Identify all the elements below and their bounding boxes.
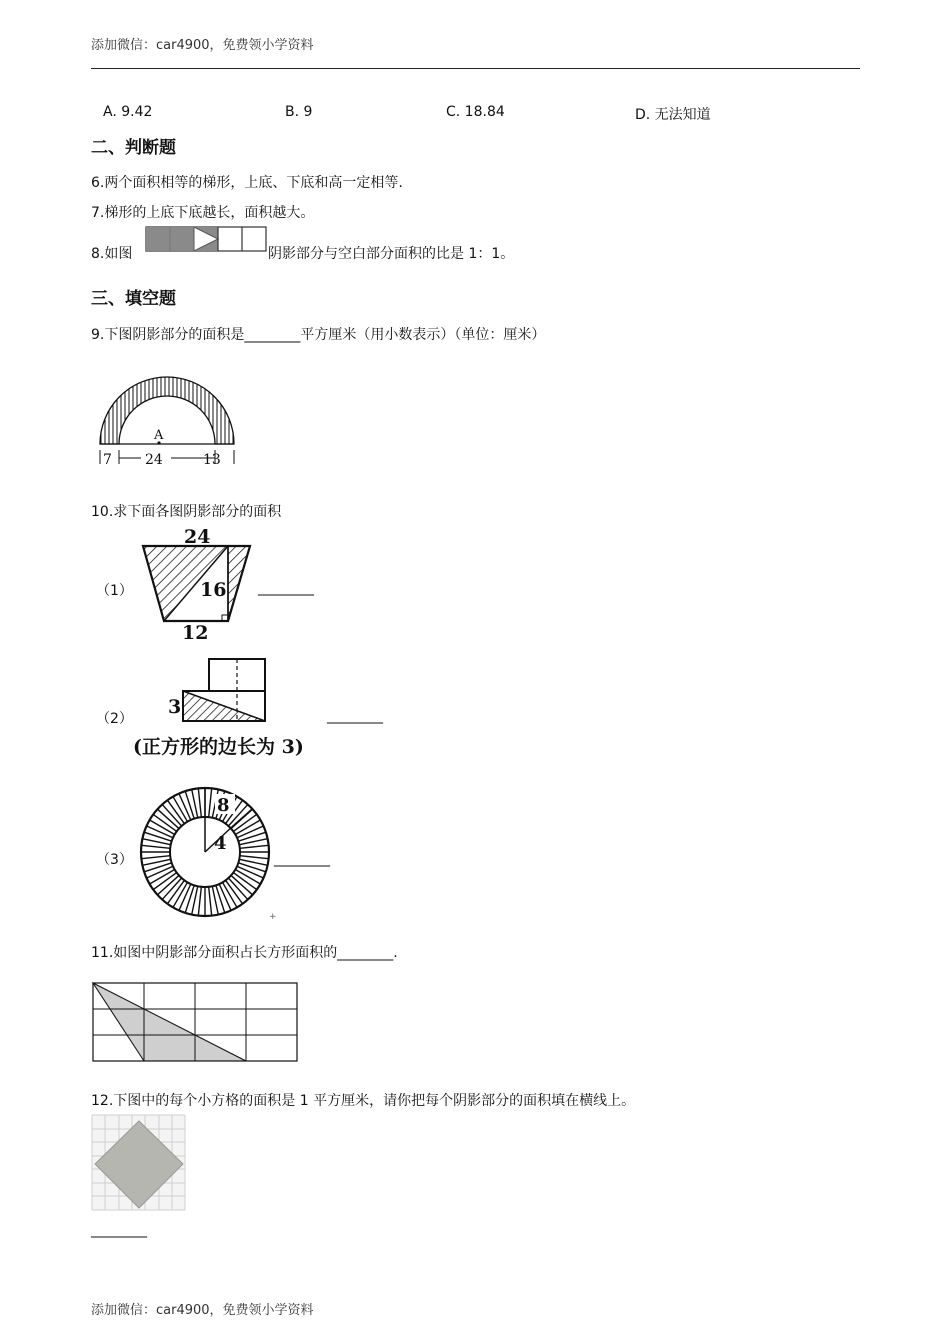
q10-1-top-label: 24 <box>184 526 211 548</box>
ring-ray <box>198 788 201 817</box>
question-10: 10.求下面各图阴影部分的面积 <box>91 504 282 520</box>
ring-ray <box>240 856 269 859</box>
question-8-suffix: 阴影部分与空白部分面积的比是 1：1。 <box>268 246 515 262</box>
ring-ray <box>198 887 201 916</box>
q10-part2-label: （2） <box>96 711 133 727</box>
ring-ray <box>209 887 212 916</box>
page-header: 添加微信：car4900，免费领小学资料 <box>91 38 314 53</box>
q10-squares-figure <box>166 656 270 726</box>
q9-center-label: A <box>154 428 164 443</box>
q10-part2-caption: (正方形的边长为 3) <box>133 736 304 758</box>
q9-half-annulus-figure <box>95 372 240 468</box>
section-title-judgement: 二、判断题 <box>91 138 176 158</box>
question-11: 11.如图中阴影部分面积占长方形面积的________. <box>91 945 398 961</box>
q10-part3-blank: ________ <box>274 851 330 867</box>
question-12: 12.下图中的每个小方格的面积是 1 平方厘米，请你把每个阴影部分的面积填在横线上。 <box>91 1093 636 1109</box>
q11-grid-figure <box>91 980 301 1066</box>
q10-part3-label: （3） <box>96 852 133 868</box>
option-d: D. 无法知道 <box>635 107 711 123</box>
option-a: A. 9.42 <box>103 104 153 120</box>
q9-dim-7: 7 <box>103 452 112 468</box>
q8-strip-figure <box>145 226 267 252</box>
option-b: B. 9 <box>285 104 313 120</box>
section-title-fill-blank: 三、填空题 <box>91 289 176 309</box>
question-8-prefix: 8.如图 <box>91 246 133 262</box>
q9-dim-24: 24 <box>145 452 163 468</box>
question-6: 6.两个面积相等的梯形，上底、下底和高一定相等. <box>91 175 403 191</box>
q10-3-outer-label: 8 <box>217 795 230 816</box>
q10-3-inner-label: 4 <box>214 833 227 854</box>
q10-ring-figure <box>138 784 274 920</box>
question-9: 9.下图阴影部分的面积是________平方厘米（用小数表示）（单位：厘米） <box>91 327 546 343</box>
q10-part1-label: （1） <box>96 583 133 599</box>
ring-ray <box>141 856 170 859</box>
q10-part1-blank: ________ <box>258 580 314 596</box>
page-footer: 添加微信：car4900，免费领小学资料 <box>91 1303 314 1318</box>
q10-part2-blank: ________ <box>327 708 383 724</box>
option-c: C. 18.84 <box>446 104 505 120</box>
ring-ray <box>240 845 269 848</box>
q10-1-height-label: 16 <box>200 579 227 601</box>
q10-2-side-label: 3 <box>168 696 182 718</box>
ring-ray <box>141 845 170 848</box>
ring-ray <box>209 788 212 817</box>
q10-1-bottom-label: 12 <box>182 622 209 643</box>
header-rule <box>91 68 860 69</box>
q9-dim-13: 13 <box>203 452 221 468</box>
small-mark-icon: + <box>269 912 277 922</box>
question-7: 7.梯形的上底下底越长，面积越大。 <box>91 205 315 221</box>
q10-trapezoid-figure <box>138 525 256 643</box>
q12-blank: ________ <box>91 1222 147 1238</box>
q12-diamond-grid-figure <box>91 1114 187 1212</box>
